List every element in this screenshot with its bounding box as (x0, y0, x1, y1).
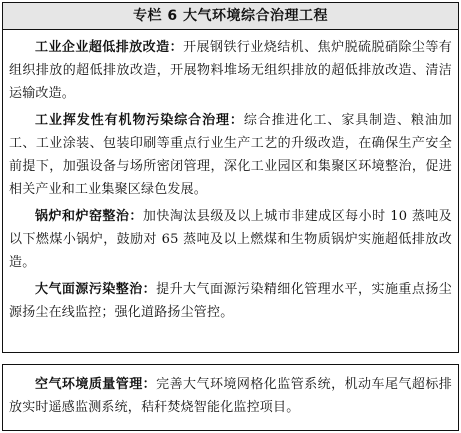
paragraph-text: 开展钢铁行业烧结机、焦炉脱硫脱硝除尘等有组织排放的超低排放改造，开展物料堆场无组织排放的超低排放改造、清洁运输改造。 (9, 40, 452, 101)
paragraph-vocs-treatment (9, 109, 452, 201)
paragraph-heading: 工业企业超低排放改造： (35, 40, 184, 55)
side-body (9, 373, 452, 423)
project-column-box (2, 2, 459, 353)
paragraph-air-quality-management (9, 373, 452, 419)
paragraph-boiler-kiln (9, 205, 452, 274)
paragraph-text: 提升大气面源污染精细化管理水平，实施重点扬尘源扬尘在线监控；强化道路扬尘管控。 (9, 282, 452, 320)
paragraph-heading: 锅炉和炉窑整治： (35, 209, 143, 224)
paragraph-heading: 工业挥发性有机物污染综合治理： (35, 113, 244, 128)
air-quality-management-box (2, 364, 459, 431)
column-title: 专栏 6 大气环境综合治理工程 (133, 8, 328, 24)
paragraph-heading: 大气面源污染整治： (35, 282, 157, 297)
column-title-band (3, 3, 458, 30)
paragraph-text: 完善大气环境网格化监管系统，机动车尾气超标排放实时遥感监测系统，秸秆焚烧智能化监控项目。 (9, 377, 452, 415)
column-body (9, 36, 452, 328)
paragraph-text: 加快淘汰县级及以上城市非建成区每小时 10 蒸吨及以下燃煤小锅炉，鼓励对 65 蒸吨及以上燃煤和生物质锅炉实施超低排放改造。 (9, 209, 452, 270)
paragraph-area-source (9, 278, 452, 324)
paragraph-industrial-ultra-low-emission (9, 36, 452, 105)
paragraph-text: 综合推进化工、家具制造、粮油加工、工业涂装、包装印刷等重点行业生产工艺的升级改造，在确保生产安全前提下，加强设备与场所密闭管理，深化工业园区和集聚区环境整治，促进相关产业和工业集聚区绿色发展。 (9, 113, 452, 197)
paragraph-heading: 空气环境质量管理： (35, 377, 157, 392)
